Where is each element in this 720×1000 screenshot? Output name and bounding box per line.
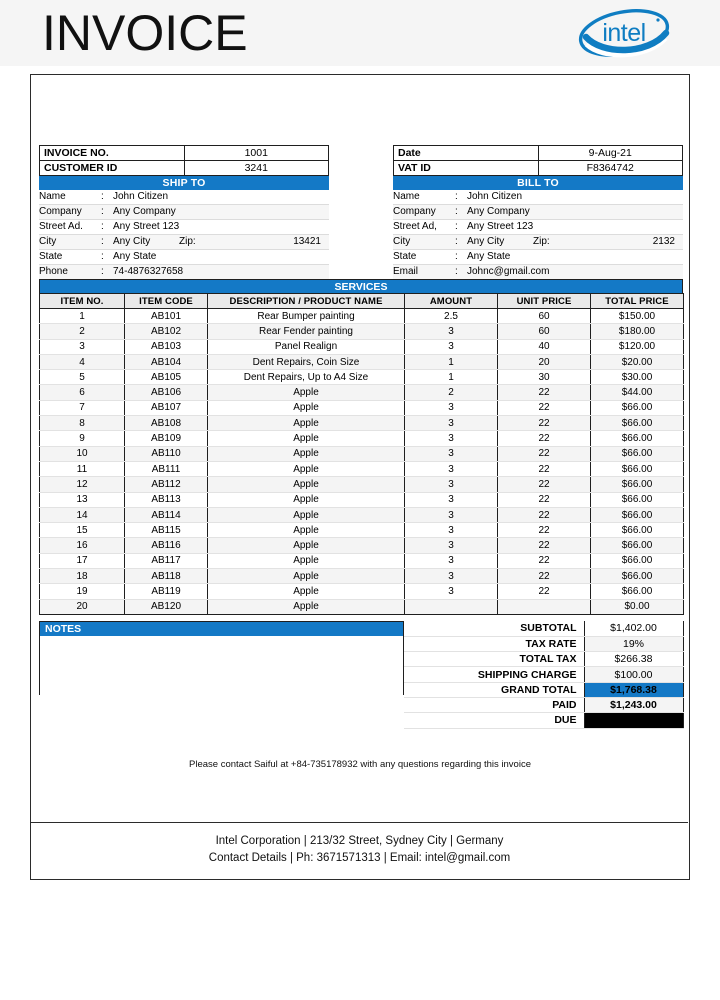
cell-total-price: $66.00 (591, 507, 684, 522)
totals-row-tax-rate (404, 636, 683, 651)
cell-item-code: AB106 (125, 385, 208, 400)
ship-street-sep: : (101, 220, 113, 235)
totals-value: $1,402.00 (584, 621, 683, 636)
ship-row-name (39, 190, 329, 205)
customer-id-value: 3241 (184, 161, 329, 176)
customer-id-row (40, 161, 329, 176)
cell-item-code: AB119 (125, 584, 208, 599)
ship-state-value: Any State (113, 250, 329, 265)
cell-total-price: $66.00 (591, 477, 684, 492)
cell-amount: 3 (405, 507, 498, 522)
ship-city-sep: : (101, 235, 113, 250)
cell-item-code: AB109 (125, 431, 208, 446)
page-footer (31, 822, 688, 879)
table-row (40, 446, 684, 461)
contact-note: Please contact Saiful at +84-735178932 with any questions regarding this invoice (189, 759, 531, 770)
cell-total-price: $20.00 (591, 354, 684, 369)
cell-description: Apple (208, 461, 405, 476)
col-description: DESCRIPTION / PRODUCT NAME (208, 294, 405, 309)
bill-city-sep: : (455, 235, 467, 250)
totals-value: $266.38 (584, 652, 683, 667)
vat-id-value: F8364742 (538, 161, 683, 176)
cell-unit-price: 22 (498, 446, 591, 461)
bill-street-key: Street Ad, (393, 220, 455, 235)
bill-name-value: John Citizen (467, 190, 683, 205)
table-row (40, 492, 684, 507)
cell-item-no: 9 (40, 431, 125, 446)
cell-amount: 1 (405, 354, 498, 369)
cell-total-price: $0.00 (591, 599, 684, 614)
cell-amount: 3 (405, 339, 498, 354)
cell-item-no: 12 (40, 477, 125, 492)
vat-id-row (394, 161, 683, 176)
totals-value: $1,768.38 (584, 682, 683, 697)
totals-label: GRAND TOTAL (404, 682, 584, 697)
table-row (40, 354, 684, 369)
totals-label: SUBTOTAL (404, 621, 584, 636)
col-unit-price: UNIT PRICE (498, 294, 591, 309)
date-value: 9-Aug-21 (538, 146, 683, 161)
cell-total-price: $150.00 (591, 309, 684, 324)
totals-label: SHIPPING CHARGE (404, 667, 584, 682)
cell-item-no: 3 (40, 339, 125, 354)
cell-total-price: $66.00 (591, 400, 684, 415)
table-row (40, 584, 684, 599)
totals-label: DUE (404, 713, 584, 728)
cell-item-code: AB104 (125, 354, 208, 369)
bill-company-sep: : (455, 205, 467, 220)
cell-amount: 3 (405, 446, 498, 461)
cell-description: Apple (208, 416, 405, 431)
notes-box (39, 621, 404, 695)
cell-amount: 1 (405, 370, 498, 385)
ship-zip-value: 13421 (293, 236, 321, 247)
cell-amount: 3 (405, 492, 498, 507)
footer-line-1: Intel Corporation | 213/32 Street, Sydney City | Germany (215, 835, 504, 847)
cell-amount: 3 (405, 461, 498, 476)
totals-row-shipping-charge (404, 667, 683, 682)
parties-section (39, 145, 683, 280)
cell-unit-price: 22 (498, 523, 591, 538)
svg-text:intel: intel (602, 19, 646, 47)
cell-item-no: 4 (40, 354, 125, 369)
bill-zip-label: Zip: (533, 236, 550, 247)
table-row (40, 385, 684, 400)
intel-logo (572, 7, 676, 59)
notes-and-totals (39, 621, 683, 729)
col-item-no: ITEM NO. (40, 294, 125, 309)
cell-item-no: 5 (40, 370, 125, 385)
services-section (39, 279, 683, 615)
cell-unit-price: 20 (498, 354, 591, 369)
cell-amount (405, 599, 498, 614)
cell-item-code: AB118 (125, 569, 208, 584)
cell-total-price: $66.00 (591, 492, 684, 507)
cell-item-no: 19 (40, 584, 125, 599)
cell-item-code: AB108 (125, 416, 208, 431)
cell-item-no: 7 (40, 400, 125, 415)
cell-total-price: $66.00 (591, 431, 684, 446)
bill-row-city (393, 235, 683, 250)
bill-row-state (393, 250, 683, 265)
totals-row-paid (404, 697, 683, 712)
bill-zip-value: 2132 (652, 236, 675, 247)
ship-to-block (39, 145, 329, 280)
date-label: Date (394, 146, 539, 161)
services-header-row (40, 294, 684, 309)
table-row (40, 370, 684, 385)
services-table-body (40, 309, 684, 615)
cell-unit-price: 22 (498, 507, 591, 522)
cell-amount: 3 (405, 324, 498, 339)
table-row (40, 324, 684, 339)
ship-to-heading: SHIP TO (39, 176, 329, 190)
cell-description: Apple (208, 385, 405, 400)
page-title: INVOICE (42, 5, 248, 61)
cell-description: Apple (208, 431, 405, 446)
cell-total-price: $66.00 (591, 523, 684, 538)
col-item-code: ITEM CODE (125, 294, 208, 309)
table-row (40, 461, 684, 476)
bill-row-name (393, 190, 683, 205)
cell-item-no: 20 (40, 599, 125, 614)
cell-item-no: 18 (40, 569, 125, 584)
table-row (40, 416, 684, 431)
totals-table (404, 621, 684, 729)
cell-total-price: $180.00 (591, 324, 684, 339)
cell-unit-price: 60 (498, 324, 591, 339)
col-total-price: TOTAL PRICE (591, 294, 684, 309)
cell-item-no: 10 (40, 446, 125, 461)
table-row (40, 309, 684, 324)
cell-amount: 2 (405, 385, 498, 400)
totals-block (404, 621, 683, 729)
col-amount: AMOUNT (405, 294, 498, 309)
invoice-no-label: INVOICE NO. (40, 146, 185, 161)
notes-body[interactable] (40, 636, 403, 695)
cell-item-code: AB114 (125, 507, 208, 522)
bill-company-value: Any Company (467, 205, 683, 220)
totals-label: TAX RATE (404, 636, 584, 651)
table-row (40, 431, 684, 446)
cell-item-code: AB105 (125, 370, 208, 385)
cell-description: Apple (208, 569, 405, 584)
bill-city-text: Any City (467, 236, 505, 247)
bill-name-sep: : (455, 190, 467, 205)
ship-phone-key: Phone (39, 265, 101, 280)
totals-label: PAID (404, 697, 584, 712)
totals-value: $525.38 (584, 713, 683, 728)
cell-amount: 3 (405, 477, 498, 492)
bill-email-value: Johnc@gmail.com (467, 265, 683, 280)
ship-state-sep: : (101, 250, 113, 265)
table-row (40, 553, 684, 568)
cell-amount: 3 (405, 584, 498, 599)
cell-description: Apple (208, 584, 405, 599)
cell-total-price: $66.00 (591, 446, 684, 461)
ship-city-key: City (39, 235, 101, 250)
cell-total-price: $66.00 (591, 553, 684, 568)
table-row (40, 523, 684, 538)
ship-company-value: Any Company (113, 205, 329, 220)
totals-row-subtotal (404, 621, 683, 636)
ship-city-text: Any City (113, 236, 151, 247)
totals-row-grand-total (404, 682, 683, 697)
cell-unit-price: 22 (498, 400, 591, 415)
invoice-id-table (39, 145, 329, 176)
services-heading: SERVICES (39, 279, 683, 293)
table-row (40, 339, 684, 354)
cell-item-code: AB113 (125, 492, 208, 507)
totals-table-body (404, 621, 683, 728)
cell-item-no: 2 (40, 324, 125, 339)
cell-item-code: AB117 (125, 553, 208, 568)
cell-unit-price: 22 (498, 416, 591, 431)
cell-total-price: $44.00 (591, 385, 684, 400)
ship-street-value: Any Street 123 (113, 220, 329, 235)
table-row (40, 477, 684, 492)
cell-unit-price: 22 (498, 553, 591, 568)
cell-amount: 3 (405, 416, 498, 431)
invoice-no-row (40, 146, 329, 161)
totals-row-due (404, 713, 683, 728)
cell-item-no: 6 (40, 385, 125, 400)
cell-amount: 3 (405, 431, 498, 446)
cell-unit-price: 22 (498, 569, 591, 584)
totals-label: TOTAL TAX (404, 652, 584, 667)
cell-unit-price: 22 (498, 385, 591, 400)
cell-amount: 3 (405, 553, 498, 568)
ship-row-state (39, 250, 329, 265)
ship-zip-label: Zip: (179, 236, 196, 247)
totals-value: $100.00 (584, 667, 683, 682)
bill-row-company (393, 205, 683, 220)
table-row (40, 569, 684, 584)
cell-item-no: 14 (40, 507, 125, 522)
ship-row-city (39, 235, 329, 250)
bill-row-email (393, 265, 683, 280)
bill-street-sep: : (455, 220, 467, 235)
ship-row-phone (39, 265, 329, 280)
totals-row-total-tax (404, 652, 683, 667)
cell-item-no: 13 (40, 492, 125, 507)
cell-total-price: $66.00 (591, 538, 684, 553)
cell-description: Apple (208, 507, 405, 522)
ship-to-table (39, 190, 329, 280)
totals-value: $1,243.00 (584, 697, 683, 712)
bill-city-key: City (393, 235, 455, 250)
cell-item-code: AB111 (125, 461, 208, 476)
bill-email-sep: : (455, 265, 467, 280)
cell-item-no: 8 (40, 416, 125, 431)
page-header (0, 0, 720, 66)
cell-description: Apple (208, 446, 405, 461)
cell-item-code: AB103 (125, 339, 208, 354)
cell-description: Dent Repairs, Coin Size (208, 354, 405, 369)
cell-description: Dent Repairs, Up to A4 Size (208, 370, 405, 385)
bill-to-table (393, 190, 683, 280)
cell-unit-price: 22 (498, 584, 591, 599)
table-row (40, 400, 684, 415)
ship-name-value: John Citizen (113, 190, 329, 205)
bill-name-key: Name (393, 190, 455, 205)
cell-total-price: $66.00 (591, 461, 684, 476)
cell-amount: 3 (405, 538, 498, 553)
ship-name-sep: : (101, 190, 113, 205)
cell-item-no: 17 (40, 553, 125, 568)
bill-street-value: Any Street 123 (467, 220, 683, 235)
cell-unit-price: 22 (498, 538, 591, 553)
cell-description: Apple (208, 538, 405, 553)
table-row (40, 507, 684, 522)
cell-total-price: $30.00 (591, 370, 684, 385)
cell-description: Apple (208, 492, 405, 507)
cell-unit-price (498, 599, 591, 614)
cell-unit-price: 22 (498, 461, 591, 476)
cell-item-no: 16 (40, 538, 125, 553)
table-row (40, 599, 684, 614)
cell-description: Apple (208, 477, 405, 492)
services-table (39, 293, 684, 615)
cell-item-code: AB115 (125, 523, 208, 538)
ship-row-street (39, 220, 329, 235)
bill-state-sep: : (455, 250, 467, 265)
invoice-no-value: 1001 (184, 146, 329, 161)
ship-name-key: Name (39, 190, 101, 205)
ship-phone-sep: : (101, 265, 113, 280)
cell-unit-price: 40 (498, 339, 591, 354)
cell-description: Apple (208, 553, 405, 568)
table-row (40, 538, 684, 553)
bill-to-heading: BILL TO (393, 176, 683, 190)
bill-email-key: Email (393, 265, 455, 280)
cell-unit-price: 22 (498, 492, 591, 507)
bill-state-key: State (393, 250, 455, 265)
ship-row-company (39, 205, 329, 220)
cell-description: Apple (208, 400, 405, 415)
cell-total-price: $66.00 (591, 584, 684, 599)
cell-amount: 2.5 (405, 309, 498, 324)
cell-total-price: $120.00 (591, 339, 684, 354)
bill-company-key: Company (393, 205, 455, 220)
cell-description: Rear Fender painting (208, 324, 405, 339)
ship-street-key: Street Ad. (39, 220, 101, 235)
cell-description: Rear Bumper painting (208, 309, 405, 324)
cell-item-code: AB116 (125, 538, 208, 553)
cell-unit-price: 22 (498, 431, 591, 446)
cell-item-no: 11 (40, 461, 125, 476)
cell-item-code: AB112 (125, 477, 208, 492)
bill-city-value (467, 235, 683, 250)
ship-city-value (113, 235, 329, 250)
cell-item-code: AB101 (125, 309, 208, 324)
date-row (394, 146, 683, 161)
cell-unit-price: 30 (498, 370, 591, 385)
footer-line-2: Contact Details | Ph: 3671571313 | Email: intel@gmail.com (208, 852, 511, 864)
bill-to-block (393, 145, 683, 280)
notes-heading: NOTES (40, 622, 403, 636)
ship-phone-value: 74-4876327658 (113, 265, 329, 280)
cell-item-no: 1 (40, 309, 125, 324)
ship-company-sep: : (101, 205, 113, 220)
cell-description: Panel Realign (208, 339, 405, 354)
date-vat-table (393, 145, 683, 176)
cell-amount: 3 (405, 523, 498, 538)
cell-description: Apple (208, 523, 405, 538)
customer-id-label: CUSTOMER ID (40, 161, 185, 176)
ship-company-key: Company (39, 205, 101, 220)
cell-amount: 3 (405, 569, 498, 584)
totals-value: 19% (584, 636, 683, 651)
cell-item-no: 15 (40, 523, 125, 538)
cell-amount: 3 (405, 400, 498, 415)
services-table-head (40, 294, 684, 309)
vat-id-label: VAT ID (394, 161, 539, 176)
cell-item-code: AB107 (125, 400, 208, 415)
cell-description: Apple (208, 599, 405, 614)
bill-state-value: Any State (467, 250, 683, 265)
invoice-sheet (30, 74, 690, 880)
cell-item-code: AB120 (125, 599, 208, 614)
cell-item-code: AB110 (125, 446, 208, 461)
cell-unit-price: 60 (498, 309, 591, 324)
cell-unit-price: 22 (498, 477, 591, 492)
intel-logo-icon (572, 7, 676, 59)
cell-total-price: $66.00 (591, 416, 684, 431)
cell-item-code: AB102 (125, 324, 208, 339)
ship-state-key: State (39, 250, 101, 265)
cell-total-price: $66.00 (591, 569, 684, 584)
bill-row-street (393, 220, 683, 235)
